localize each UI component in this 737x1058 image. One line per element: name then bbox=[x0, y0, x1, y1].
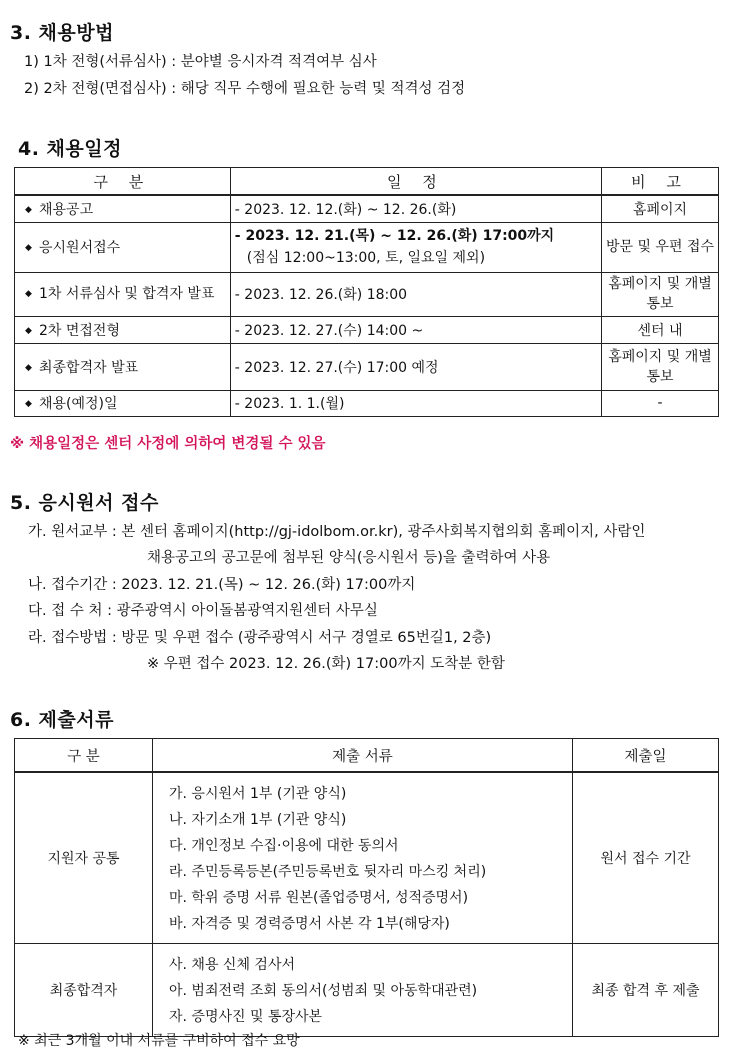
table-row bbox=[15, 272, 719, 316]
list-item: 다. 개인정보 수집·이용에 대한 동의서 bbox=[169, 838, 399, 854]
schedule-note: 홈페이지 및 개별통보 bbox=[601, 343, 718, 390]
docs-header-date: 제출일 bbox=[573, 739, 719, 773]
diamond-bullet-icon: ◆ bbox=[25, 325, 32, 336]
docs-submit-date: 최종 합격 후 제출 bbox=[573, 944, 719, 1037]
schedule-category: 채용(예정)일 bbox=[39, 396, 118, 412]
docs-header-documents: 제출 서류 bbox=[153, 739, 573, 773]
schedule-note: 홈페이지 및 개별통보 bbox=[601, 272, 718, 316]
schedule-note: 센터 내 bbox=[601, 316, 718, 343]
application-line-1: 가. 원서교부 : 본 센터 홈페이지(http://gj-idolbom.or.kr), 광주사회복지협의회 홈페이지, 사람인 bbox=[28, 524, 646, 540]
application-period: 나. 접수기간 : 2023. 12. 21.(목) ~ 12. 26.(화) 17:00까지 bbox=[28, 577, 416, 593]
schedule-note: 방문 및 우편 접수 bbox=[601, 222, 718, 272]
table-row bbox=[15, 343, 719, 390]
schedule-header-category: 구 분 bbox=[15, 168, 231, 196]
table-row bbox=[15, 195, 719, 222]
table-row bbox=[15, 222, 719, 272]
schedule-category: 최종합격자 발표 bbox=[39, 359, 139, 376]
docs-group-name: 최종합격자 bbox=[15, 944, 153, 1037]
diamond-bullet-icon: ◆ bbox=[25, 243, 32, 253]
diamond-bullet-icon: ◆ bbox=[25, 289, 32, 299]
schedule-category: 응시원서접수 bbox=[39, 240, 121, 256]
application-mail-note: ※ 우편 접수 2023. 12. 26.(화) 17:00까지 도착분 한함 bbox=[147, 656, 505, 672]
schedule-category: 채용공고 bbox=[39, 201, 94, 218]
list-item: 가. 응시원서 1부 (기관 양식) bbox=[169, 786, 347, 802]
schedule-date: - 2023. 12. 12.(화) ~ 12. 26.(화) bbox=[230, 195, 601, 222]
table-row bbox=[15, 772, 719, 944]
section-6-title: 6. 제출서류 bbox=[10, 709, 114, 731]
docs-header-category: 구 분 bbox=[15, 739, 153, 773]
method-item-2: 2) 2차 전형(면접심사) : 해당 직무 수행에 필요한 능력 및 적격성 검정 bbox=[24, 81, 466, 97]
method-item-1: 1) 1차 전형(서류심사) : 분야별 응시자격 적격여부 심사 bbox=[24, 54, 377, 70]
diamond-bullet-icon: ◆ bbox=[25, 204, 32, 215]
schedule-category: 2차 면접전형 bbox=[39, 322, 120, 339]
list-item: 나. 자기소개 1부 (기관 양식) bbox=[169, 812, 347, 828]
section-4-title: 4. 채용일정 bbox=[18, 138, 122, 160]
docs-footnote: ※ 최근 3개월 이내 서류를 구비하여 접수 요망 bbox=[18, 1033, 300, 1049]
list-item: 자. 증명사진 및 통장사본 bbox=[169, 1009, 323, 1025]
schedule-category: 1차 서류심사 및 합격자 발표 bbox=[39, 286, 215, 302]
table-row bbox=[15, 390, 719, 416]
list-item: 라. 주민등록등본(주민등록번호 뒷자리 마스킹 처리) bbox=[169, 864, 487, 880]
schedule-date-detail: (점심 12:00~13:00, 토, 일요일 제외) bbox=[246, 250, 486, 266]
docs-group-name: 지원자 공통 bbox=[15, 772, 153, 944]
section-3-title: 3. 채용방법 bbox=[10, 22, 114, 44]
list-item: 바. 자격증 및 경력증명서 사본 각 1부(해당자) bbox=[169, 916, 450, 932]
schedule-date: - 2023. 1. 1.(월) bbox=[230, 390, 601, 416]
table-row bbox=[15, 944, 719, 1037]
schedule-date: - 2023. 12. 27.(수) 17:00 예정 bbox=[230, 343, 601, 390]
table-row bbox=[15, 316, 719, 343]
schedule-header-date: 일 정 bbox=[230, 168, 601, 196]
list-item: 마. 학위 증명 서류 원본(졸업증명서, 성적증명서) bbox=[169, 890, 469, 906]
schedule-warning: ※ 채용일정은 센터 사정에 의하여 변경될 수 있음 bbox=[10, 436, 326, 452]
schedule-header-note: 비 고 bbox=[601, 168, 718, 196]
schedule-note: 홈페이지 bbox=[601, 195, 718, 222]
application-line-1-cont: 채용공고의 공고문에 첨부된 양식(응시원서 등)을 출력하여 사용 bbox=[147, 550, 551, 566]
application-method: 라. 접수방법 : 방문 및 우편 접수 (광주광역시 서구 경열로 65번길1, 2층) bbox=[28, 630, 492, 646]
diamond-bullet-icon: ◆ bbox=[25, 362, 32, 373]
docs-submit-date: 원서 접수 기간 bbox=[573, 772, 719, 944]
section-5-title: 5. 응시원서 접수 bbox=[10, 492, 159, 514]
schedule-date: - 2023. 12. 21.(목) ~ 12. 26.(화) 17:00까지 bbox=[234, 228, 555, 244]
schedule-date: - 2023. 12. 26.(화) 18:00 bbox=[230, 272, 601, 316]
schedule-date: - 2023. 12. 27.(수) 14:00 ~ bbox=[230, 316, 601, 343]
documents-table bbox=[14, 738, 719, 1037]
application-place: 다. 접 수 처 : 광주광역시 아이돌봄광역지원센터 사무실 bbox=[28, 603, 378, 619]
schedule-table bbox=[14, 167, 719, 417]
list-item: 사. 채용 신체 검사서 bbox=[169, 957, 295, 973]
list-item: 아. 범죄전력 조회 동의서(성범죄 및 아동학대관련) bbox=[169, 983, 478, 999]
diamond-bullet-icon: ◆ bbox=[25, 399, 32, 409]
schedule-note: - bbox=[601, 390, 718, 416]
